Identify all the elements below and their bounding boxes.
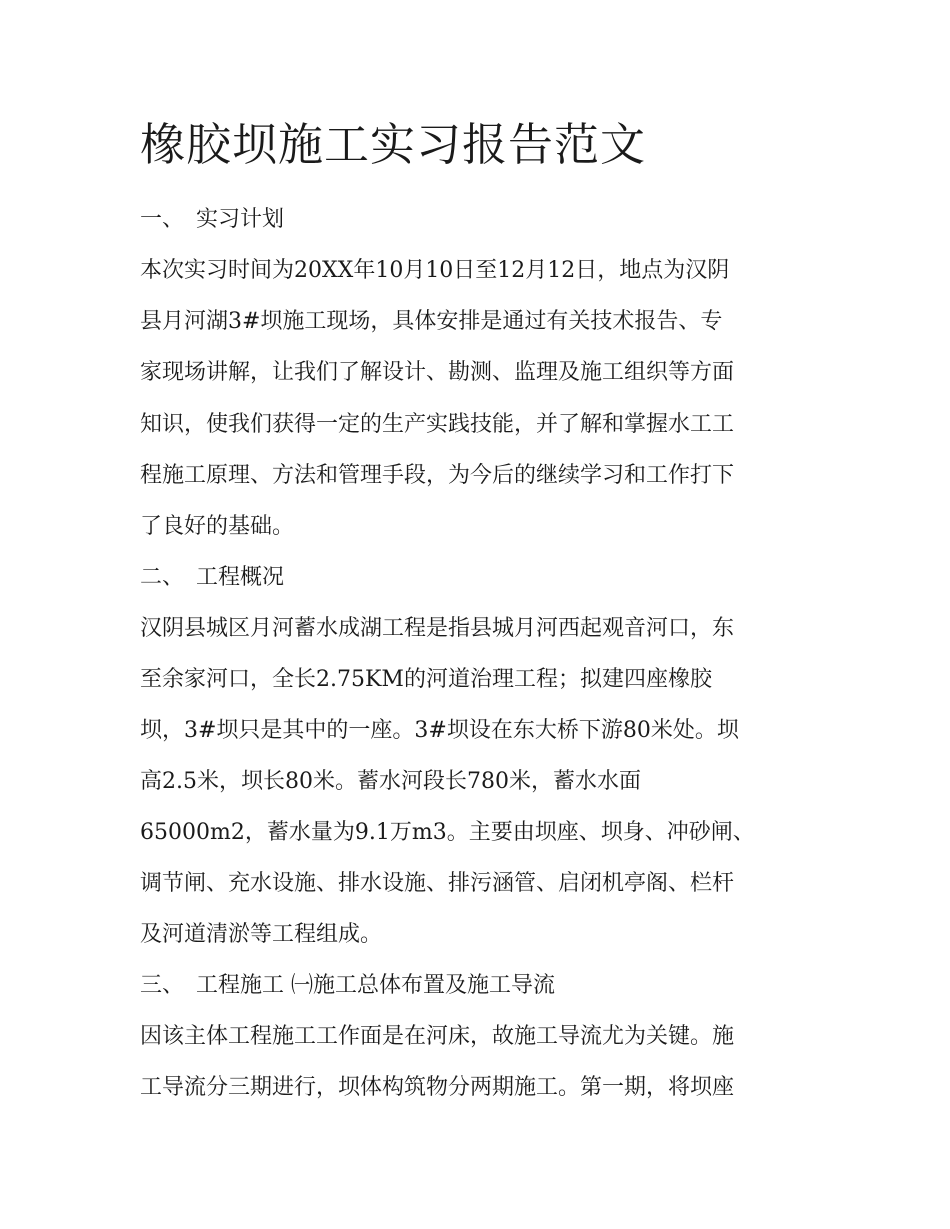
paragraph-line: 调节闸、充水设施、排水设施、排污涵管、启闭机亭阁、栏杆 (140, 871, 735, 896)
paragraph-line: 程施工原理、方法和管理手段，为今后的继续学习和工作打下 (140, 463, 735, 488)
paragraph-line: 汉阴县城区月河蓄水成湖工程是指县城月河西起观音河口，东 (140, 616, 735, 641)
section-number: 一、 (140, 207, 185, 232)
paragraph-line: 家现场讲解，让我们了解设计、勘测、监理及施工组织等方面 (140, 360, 735, 385)
paragraph-line: 高2.5米，坝长80米。蓄水河段长780米，蓄水水面 (140, 769, 641, 794)
paragraph-line: 工导流分三期进行，坝体构筑物分两期施工。第一期，将坝座 (140, 1075, 735, 1100)
paragraph-line: 坝，3#坝只是其中的一座。3#坝设在东大桥下游80米处。坝 (140, 718, 739, 743)
paragraph-line: 因该主体工程施工工作面是在河床，故施工导流尤为关键。施 (140, 1024, 735, 1049)
section-heading-text: 实习计划 (196, 207, 285, 232)
section-number: 二、 (140, 565, 185, 590)
paragraph-line: 65000m2，蓄水量为9.1万m3。主要由坝座、坝身、冲砂闸、 (140, 820, 755, 845)
paragraph-line: 及河道清淤等工程组成。 (140, 922, 383, 947)
paragraph-line: 本次实习时间为20XX年10月10日至12月12日，地点为汉阴 (140, 258, 730, 283)
section-number: 三、 (140, 973, 185, 998)
paragraph-line: 至余家河口，全长2.75KM的河道治理工程；拟建四座橡胶 (140, 667, 712, 692)
paragraph-line: 了良好的基础。 (140, 514, 295, 539)
paragraph-line: 知识，使我们获得一定的生产实践技能，并了解和掌握水工工 (140, 412, 735, 437)
section-heading-2 (140, 563, 284, 593)
document-title: 橡胶坝施工实习报告范文 (140, 118, 647, 171)
section-heading-text: 工程概况 (196, 565, 285, 590)
section-heading-1 (140, 205, 284, 235)
section-heading-3 (140, 971, 555, 1001)
section-heading-text: 工程施工 ㈠施工总体布置及施工导流 (196, 973, 555, 998)
paragraph-line: 县月河湖3#坝施工现场，具体安排是通过有关技术报告、专 (140, 309, 723, 334)
